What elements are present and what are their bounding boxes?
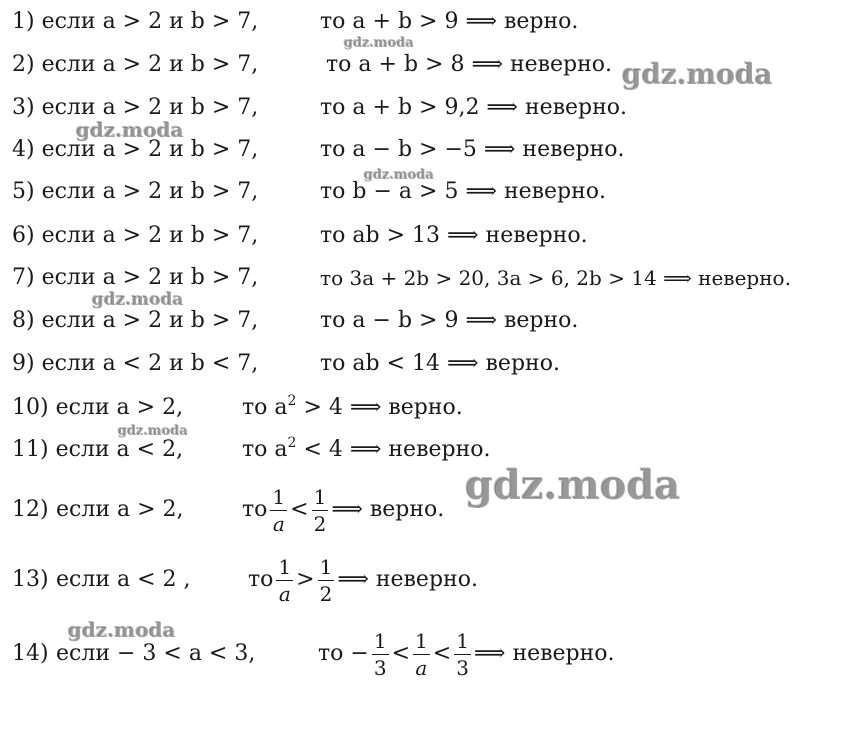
- line-10: 10) если a > 2, то $a^2 > 4$ ⟹ верно.: [12, 393, 463, 420]
- watermark: gdz.moda: [68, 618, 176, 642]
- watermark: gdz.moda: [622, 58, 773, 91]
- fraction: $\frac{1}{2}$: [319, 554, 333, 606]
- line-4: 4) если a > 2 и b > 7, то a − b > −5 ⟹ неверно.: [12, 137, 625, 162]
- line-1: 1) если a > 2 и b > 7, то a + b > 9 ⟹ верно.: [12, 9, 579, 34]
- line-5: 5) если a > 2 и b > 7, то b − a > 5 ⟹ неверно.: [12, 179, 607, 204]
- watermark: gdz.moda: [344, 36, 415, 51]
- watermark: gdz.moda: [364, 168, 435, 183]
- line-6: 6) если a > 2 и b > 7, то ab > 13 ⟹ неверно.: [12, 223, 588, 248]
- fraction: $\frac{1}{a}$: [415, 628, 428, 680]
- watermark: gdz.moda: [76, 118, 184, 142]
- fraction: $\frac{1}{3}$: [373, 628, 387, 680]
- line-11: 11) если a < 2, то $a^2 < 4$ ⟹ неверно.: [12, 435, 491, 462]
- fraction: $\frac{1}{a}$: [272, 484, 286, 536]
- fraction: $\frac{1}{a}$: [278, 554, 292, 606]
- fraction: $\frac{1}{2}$: [313, 484, 327, 536]
- line-9: 9) если a < 2 и b < 7, то ab < 14 ⟹ верно.: [12, 351, 560, 376]
- line-8: 8) если a > 2 и b > 7, то a − b > 9 ⟹ верно.: [12, 308, 579, 333]
- line-7: 7) если a > 2 и b > 7, то 3a + 2b > 20, 3a > 6, 2b > 14 ⟹ неверно.: [12, 265, 791, 290]
- watermark: gdz.moda: [465, 462, 681, 509]
- fraction: $\frac{1}{3}$: [456, 628, 469, 680]
- watermark: gdz.moda: [118, 424, 189, 439]
- line-3: 3) если a > 2 и b > 7, то a + b > 9,2 ⟹ неверно.: [12, 95, 628, 120]
- line-2: 2) если a > 2 и b > 7, то a + b > 8 ⟹ неверно.: [12, 52, 613, 77]
- watermark: gdz.moda: [92, 290, 184, 310]
